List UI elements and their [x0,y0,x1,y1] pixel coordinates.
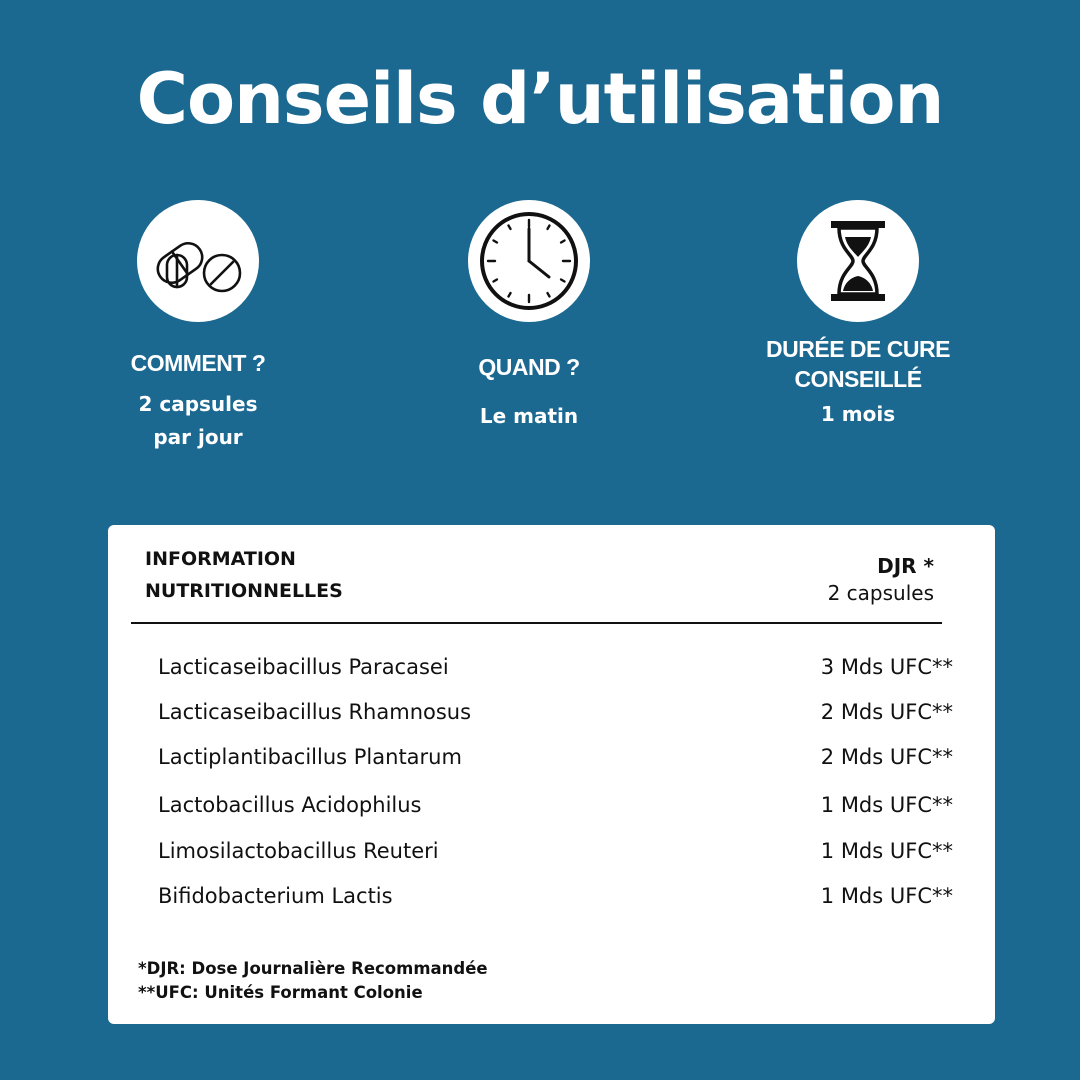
capsules-icon [150,225,246,297]
capsules-icon-circle [137,200,259,322]
ingredient-amount: 1 Mds UFC** [820,793,953,817]
nutrition-panel [108,525,995,1024]
clock-tick [509,225,511,228]
how-value: 2 capsules par jour [138,392,258,449]
usage-when [409,200,649,433]
djr-label: DJR * [877,554,934,578]
ingredient-amount: 2 Mds UFC** [820,700,953,724]
how-heading: COMMENT ? [130,350,266,376]
hourglass-icon [823,219,893,303]
ingredient-amount: 2 Mds UFC** [820,745,953,769]
hourglass-icon-circle [797,200,919,322]
when-value: Le matin [479,404,579,428]
clock-icon-circle [468,200,590,322]
ingredient-name: Lactobacillus Acidophilus [158,793,422,817]
ingredient-name: Bifidobacterium Lactis [158,884,393,908]
clock-tick [493,280,496,282]
djr-sub: 2 capsules [827,581,934,605]
clock-tick [561,241,564,243]
ingredient-name: Lactiplantibacillus Plantarum [158,745,462,769]
footnote-ufc: **UFC: Unités Formant Colonie [138,983,423,1002]
clock-tick [561,280,564,282]
footnote-djr: *DJR: Dose Journalière Recommandée [138,959,488,978]
duration-value: 1 mois [820,402,896,426]
clock-tick [509,293,511,296]
clock-icon [477,209,581,313]
divider [131,622,942,624]
nutrition-title: INFORMATION NUTRITIONNELLES [145,548,343,602]
ingredient-name: Lacticaseibacillus Paracasei [158,655,449,679]
usage-how [78,200,318,454]
clock-tick [493,241,496,243]
djr-header [828,553,934,607]
clock-tick [548,293,550,296]
footnotes [138,957,488,1005]
duration-heading: DURÉE DE CURE CONSEILLÉ [766,336,950,392]
ingredient-amount: 1 Mds UFC** [820,839,953,863]
ingredient-name: Lacticaseibacillus Rhamnosus [158,700,472,724]
ingredient-name: Limosilactobacillus Reuteri [158,839,439,863]
usage-duration [738,200,978,431]
clock-tick [548,225,550,228]
ingredient-amount: 1 Mds UFC** [820,884,953,908]
ingredient-amount: 3 Mds UFC** [820,655,953,679]
when-heading: QUAND ? [478,354,580,380]
page-title: Conseils d’utilisation [136,58,944,140]
